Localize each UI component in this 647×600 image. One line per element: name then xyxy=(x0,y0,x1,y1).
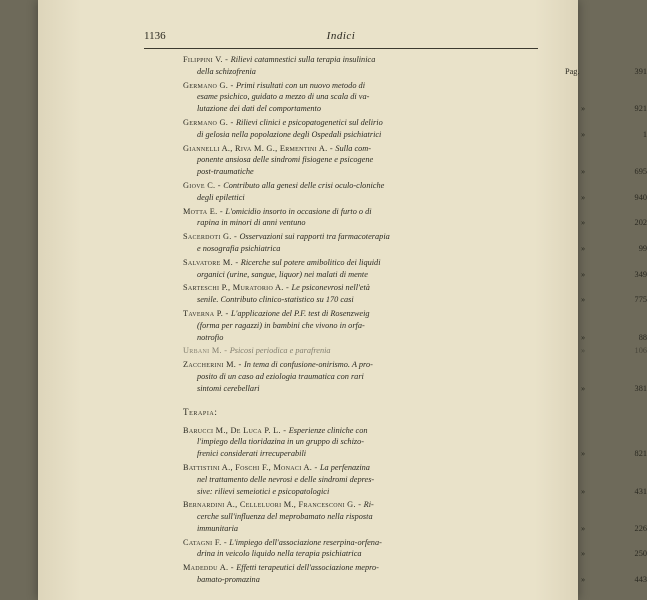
index-entry xyxy=(183,231,647,255)
entry-title: Psicosi periodica e parafrenia xyxy=(229,346,331,356)
entry-line xyxy=(183,269,505,281)
ditto-mark: » xyxy=(581,486,586,496)
entry-line xyxy=(183,537,505,549)
entry-author: Giannelli A., Riva M. G., Ermentini A. - xyxy=(183,143,336,153)
entry-line xyxy=(183,383,505,395)
entry-title: organici (urine, sangue, liquor) nei malati di mente xyxy=(197,269,368,279)
index-entry xyxy=(183,425,647,460)
entry-title: Ri- xyxy=(363,500,374,510)
entry-title: senile. Contributo clinico-statistico su 170 casi xyxy=(197,295,354,305)
entry-title: esame psichico, guidato a mezzo di una scala di va- xyxy=(197,92,370,102)
page-reference-number: 88 xyxy=(638,332,647,342)
index-list-terapia xyxy=(183,425,647,586)
page-reference-number: 381 xyxy=(634,383,647,393)
entry-title: Rilievi clinici e psicopatogenetici sul delirio xyxy=(235,117,383,127)
page-number: 1136 xyxy=(144,30,166,42)
entry-title: L'omicidio insorto in occasione di furto o di xyxy=(225,206,372,216)
entry-line xyxy=(183,54,505,66)
entry-line xyxy=(183,332,505,344)
entry-line xyxy=(183,117,505,129)
page-header xyxy=(144,30,538,49)
ditto-mark: » xyxy=(581,269,586,279)
index-entry xyxy=(183,462,647,497)
index-entry xyxy=(183,206,647,230)
entry-line xyxy=(183,345,505,357)
entry-title: e nosografia psichiatrica xyxy=(197,243,281,253)
index-entry xyxy=(183,308,647,343)
page-reference-number: 106 xyxy=(634,346,647,356)
entry-line xyxy=(183,143,505,155)
page-reference-number: 940 xyxy=(634,192,647,202)
entry-title: Rilievi catamnestici sulla terapia insulinica xyxy=(230,55,376,64)
ditto-mark: » xyxy=(581,549,586,559)
entry-title: Contributo alla genesi delle crisi oculo-cloniche xyxy=(223,180,385,190)
ditto-mark: » xyxy=(581,575,586,585)
ditto-mark: » xyxy=(581,332,586,342)
index-entries xyxy=(183,54,647,588)
entry-title: sintomi cerebellari xyxy=(197,383,260,393)
entry-title: (forma per ragazzi) in bambini che vivono in orfa- xyxy=(197,320,365,330)
index-entry xyxy=(183,117,647,141)
ditto-mark: » xyxy=(581,523,586,533)
entry-line xyxy=(183,166,505,178)
entry-line xyxy=(183,448,505,460)
entry-line xyxy=(183,499,505,511)
entry-author: Battistini A., Foschi F., Monaci A. - xyxy=(183,462,320,472)
page-reference-number: 391 xyxy=(634,66,647,76)
entry-line xyxy=(183,486,505,498)
page-reference-number: 202 xyxy=(634,218,647,228)
entry-title: rapina in minori di anni ventuno xyxy=(197,218,306,228)
entry-title: cerche sull'influenza del meprobamato nella risposta xyxy=(197,512,373,522)
running-title: Indici xyxy=(326,30,356,42)
page-reference-number: 443 xyxy=(634,575,647,585)
entry-author: Salvatore M. - xyxy=(183,257,241,267)
page-reference-number: 99 xyxy=(638,243,647,253)
page-reference-number: 821 xyxy=(634,449,647,459)
index-entry xyxy=(183,282,647,306)
page-reference-number: 695 xyxy=(634,167,647,177)
page-reference-number: 226 xyxy=(634,523,647,533)
entry-author: Germano G. - xyxy=(183,117,236,127)
index-entry xyxy=(183,143,647,178)
entry-author: Zaccherini M. - xyxy=(183,360,244,370)
entry-line xyxy=(183,474,505,486)
entry-line xyxy=(183,103,505,115)
entry-title: drina in veicolo liquido nella terapia psichiatrica xyxy=(197,549,362,559)
ditto-mark: » xyxy=(581,295,586,305)
entry-line xyxy=(183,359,505,371)
index-entry xyxy=(183,54,647,78)
entry-line xyxy=(183,206,505,218)
entry-title: Esperienze cliniche con xyxy=(288,425,368,435)
book-page xyxy=(38,0,647,600)
entry-title: Primi risultati con un nuovo metodo di xyxy=(235,80,366,90)
entry-author: Germano G. - xyxy=(183,80,236,90)
entry-line xyxy=(183,80,505,92)
page-reference-number: 921 xyxy=(634,104,647,114)
entry-author: Sarteschi P., Muratorio A. - xyxy=(183,283,292,293)
entry-author: Motta E. - xyxy=(183,206,226,216)
index-entry xyxy=(183,537,647,561)
entry-line xyxy=(183,511,505,523)
entry-line xyxy=(183,523,505,535)
entry-line xyxy=(183,548,505,560)
index-list-main xyxy=(183,54,647,395)
entry-author: Filippini V. - xyxy=(183,55,231,64)
entry-title: In tema di confusione-onirismo. A pro- xyxy=(243,360,373,370)
entry-author: Madeddu A. - xyxy=(183,563,237,573)
entry-title: degli epilettici xyxy=(197,192,245,202)
entry-title: notrofio xyxy=(197,332,224,342)
ditto-mark: » xyxy=(581,449,586,459)
page-reference-number: 775 xyxy=(634,295,647,305)
entry-author: Sacerdoti G. - xyxy=(183,232,240,242)
page-reference-number: 250 xyxy=(634,549,647,559)
ditto-mark: » xyxy=(581,383,586,393)
entry-line xyxy=(183,91,505,103)
entry-title: posito di un caso ad eziologia traumatica con rari xyxy=(197,371,364,381)
page-prefix: Pag. xyxy=(565,66,580,76)
page-reference-number: 349 xyxy=(634,269,647,279)
entry-line xyxy=(183,320,505,332)
entry-line xyxy=(183,257,505,269)
entry-line xyxy=(183,294,505,306)
entry-title: Effetti terapeutici dell'associazione mepro- xyxy=(236,563,379,573)
entry-author: Urbani M. - xyxy=(183,346,230,356)
entry-author: Giove C. - xyxy=(183,180,224,190)
entry-title: lutazione dei dati del comportamento xyxy=(197,104,321,114)
entry-author: Barucci M., De Luca P. L. - xyxy=(183,425,289,435)
entry-title: post-traumatiche xyxy=(197,167,254,177)
ditto-mark: » xyxy=(581,243,586,253)
index-entry xyxy=(183,80,647,115)
entry-line xyxy=(183,192,505,204)
entry-title: ponente ansiosa delle sindromi fisiogene e psicogene xyxy=(197,155,374,165)
entry-line xyxy=(183,66,505,78)
entry-line xyxy=(183,371,505,383)
entry-line xyxy=(183,425,505,437)
entry-line xyxy=(183,243,505,255)
entry-line xyxy=(183,282,505,294)
index-entry xyxy=(183,345,647,357)
entry-author: Taverna P. - xyxy=(183,308,231,318)
entry-line xyxy=(183,154,505,166)
entry-title: L'impiego dell'associazione reserpina-orfena- xyxy=(229,537,382,547)
entry-line xyxy=(183,231,505,243)
entry-title: di gelosia nella popolazione degli Ospedali psichiatrici xyxy=(197,129,382,139)
entry-title: l'impiego della tioridazina in un gruppo di schizo- xyxy=(197,437,365,447)
ditto-mark: » xyxy=(581,129,586,139)
entry-author: Catagni F. - xyxy=(183,537,230,547)
entry-title: della schizofrenia xyxy=(197,66,256,76)
page-reference-number: 1 xyxy=(642,129,647,139)
entry-title: Sulla com- xyxy=(335,143,372,153)
entry-title: frenici considerati irrecuperabili xyxy=(197,449,307,459)
entry-title: Ricerche sul potere amibolitico dei liquidi xyxy=(240,257,381,267)
ditto-mark: » xyxy=(581,104,586,114)
ditto-mark: » xyxy=(581,346,586,356)
ditto-mark: » xyxy=(581,167,586,177)
entry-author: Bernardini A., Celleluori M., Francesconi G. - xyxy=(183,500,364,510)
ditto-mark: » xyxy=(581,192,586,202)
index-entry xyxy=(183,499,647,534)
entry-title: sive: rilievi semeiotici e psicopatologici xyxy=(197,486,330,496)
entry-title: bamato-promazina xyxy=(197,575,260,585)
entry-line xyxy=(183,217,505,229)
page-reference-number: 431 xyxy=(634,486,647,496)
ditto-mark: » xyxy=(581,218,586,228)
entry-line xyxy=(183,308,505,320)
index-entry xyxy=(183,257,647,281)
entry-title: nel trattamento delle nevrosi e delle sindromi depres- xyxy=(197,474,375,484)
index-entry xyxy=(183,359,647,394)
entry-title: La perfenazina xyxy=(319,462,370,472)
entry-line xyxy=(183,129,505,141)
entry-title: L'applicazione del P.F. test di Rosenzweig xyxy=(230,308,370,318)
section-heading: Terapia: xyxy=(183,406,218,417)
entry-title: Osservazioni sui rapporti tra farmacoterapia xyxy=(239,232,390,242)
index-entry xyxy=(183,562,647,586)
entry-title: immunitaria xyxy=(197,523,239,533)
entry-line xyxy=(183,574,505,586)
entry-line xyxy=(183,436,505,448)
index-entry xyxy=(183,180,647,204)
entry-line xyxy=(183,462,505,474)
entry-line xyxy=(183,562,505,574)
entry-line xyxy=(183,180,505,192)
entry-title: Le psiconevrosi nell'età xyxy=(291,283,370,293)
